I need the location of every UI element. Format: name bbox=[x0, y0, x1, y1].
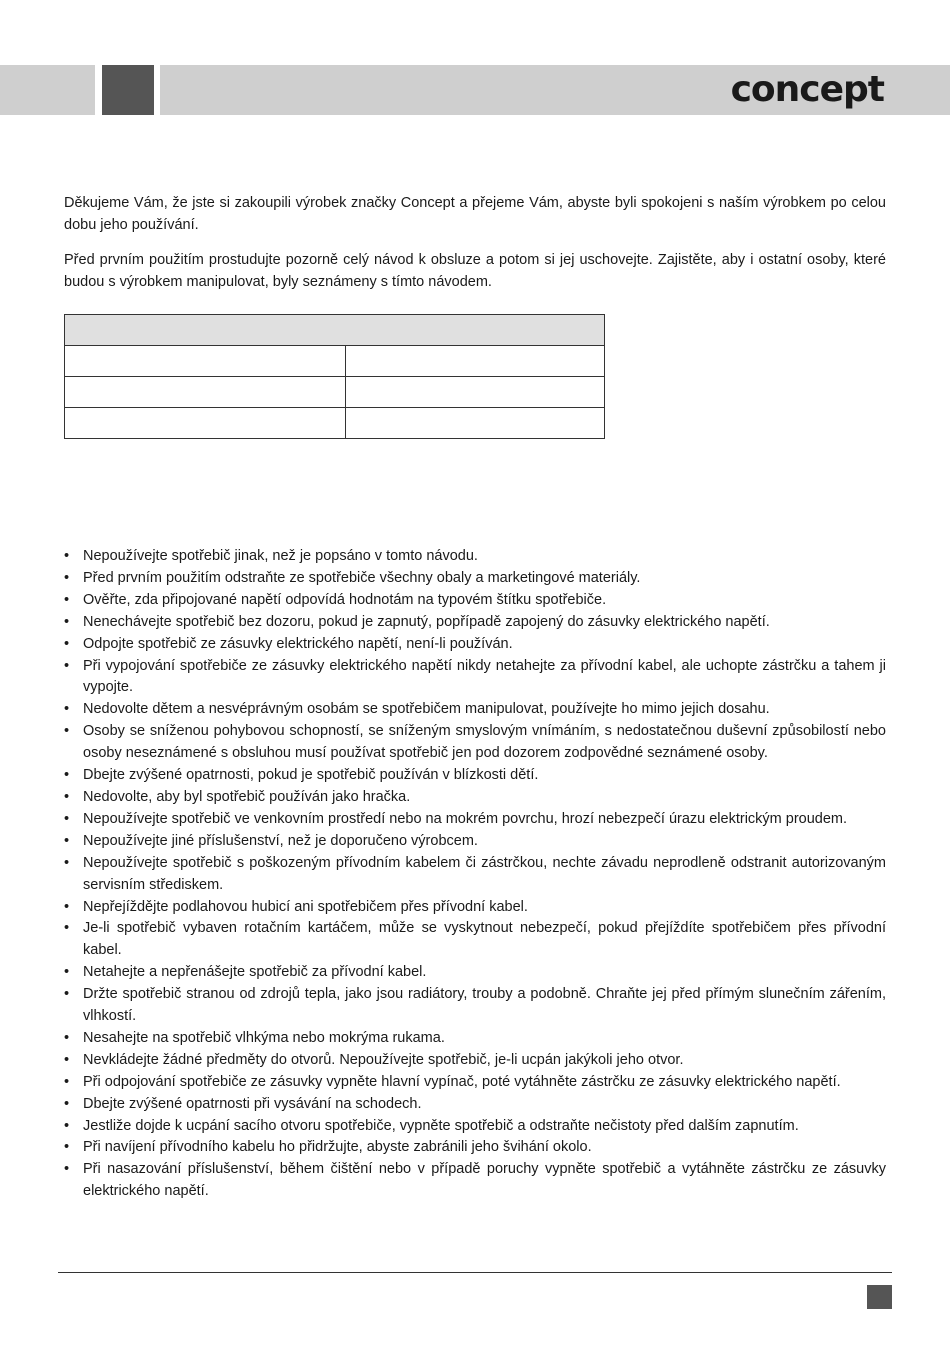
table-header-cell bbox=[65, 315, 605, 346]
list-item: • Ověřte, zda připojované napětí odpovídá hodnotám na typovém štítku spotřebiče. bbox=[64, 590, 886, 612]
list-item: • Před prvním použitím odstraňte ze spotřebiče všechny obaly a marketingové materiály. bbox=[64, 568, 886, 590]
list-item: • Dbejte zvýšené opatrnosti při vysávání na schodech. bbox=[64, 1094, 886, 1116]
product-info-table bbox=[64, 314, 605, 439]
table-cell bbox=[346, 408, 605, 439]
list-item: • Odpojte spotřebič ze zásuvky elektrického napětí, není-li používán. bbox=[64, 634, 886, 656]
table-cell bbox=[346, 377, 605, 408]
safety-instructions-list bbox=[64, 546, 886, 1203]
list-item: • Nevkládejte žádné předměty do otvorů. Nepoužívejte spotřebič, je-li ucpán jakýkoli jeho otvor. bbox=[64, 1050, 886, 1072]
list-item: • Při navíjení přívodního kabelu ho přidržujte, abyste zabránili jeho švihání okolo. bbox=[64, 1137, 886, 1159]
list-item: • Nepoužívejte spotřebič s poškozeným přívodním kabelem či zástrčkou, nechte závadu neprodleně odstranit autorizovaným servisním střediskem. bbox=[64, 853, 886, 897]
table-cell bbox=[65, 408, 346, 439]
table-cell bbox=[65, 346, 346, 377]
concept-logo: concept bbox=[730, 69, 884, 110]
table-cell bbox=[346, 346, 605, 377]
list-item: • Nedovolte dětem a nesvéprávným osobám se spotřebičem manipulovat, používejte ho mimo jejich dosahu. bbox=[64, 699, 886, 721]
header-divider bbox=[95, 65, 102, 115]
table-cell bbox=[65, 377, 346, 408]
intro-paragraph: Před prvním použitím prostudujte pozorně celý návod k obsluze a potom si jej uschovejte. Zajistěte, aby i ostatní osoby, které budou s výrobkem manipulovat, byly seznámeny s tímto návodem. bbox=[64, 252, 886, 290]
list-item: • Nepoužívejte spotřebič ve venkovním prostředí nebo na mokrém povrchu, hrozí nebezpečí úrazu elektrickým proudem. bbox=[64, 809, 886, 831]
list-item: • Nedovolte, aby byl spotřebič používán jako hračka. bbox=[64, 787, 886, 809]
list-item: • Při nasazování příslušenství, během čištění nebo v případě poruchy vypněte spotřebič a vytáhněte zástrčku ze zásuvky elektrického napětí. bbox=[64, 1159, 886, 1203]
list-item: • Dbejte zvýšené opatrnosti, pokud je spotřebič používán v blízkosti dětí. bbox=[64, 765, 886, 787]
header-marker-square bbox=[102, 65, 154, 115]
table-row bbox=[65, 408, 605, 439]
table-row bbox=[65, 377, 605, 408]
list-item: • Držte spotřebič stranou od zdrojů tepla, jako jsou radiátory, trouby a podobně. Chraňte jej před přímým slunečním zářením, vlhkostí. bbox=[64, 984, 886, 1028]
intro-paragraph: Děkujeme Vám, že jste si zakoupili výrobek značky Concept a přejeme Vám, abyste byli spokojeni s naším výrobkem po celou dobu jeho používání. bbox=[64, 195, 886, 233]
table-header-row bbox=[65, 315, 605, 346]
list-item: • Nesahejte na spotřebič vlhkýma nebo mokrýma rukama. bbox=[64, 1028, 886, 1050]
header-divider bbox=[154, 65, 160, 115]
list-item: • Osoby se sníženou pohybovou schopností, se sníženým smyslovým vnímáním, s nedostatečnou duševní způsobilostí nebo osoby neseznámené s obsluhou musí používat spotřebič jen pod dozorem zodpovědné seznámené osoby. bbox=[64, 721, 886, 765]
list-item: • Netahejte a nepřenášejte spotřebič za přívodní kabel. bbox=[64, 962, 886, 984]
list-item: • Je-li spotřebič vybaven rotačním kartáčem, může se vyskytnout nebezpečí, pokud přejíždíte spotřebičem přes přívodní kabel. bbox=[64, 918, 886, 962]
footer-divider bbox=[58, 1272, 892, 1273]
list-item: • Při vypojování spotřebiče ze zásuvky elektrického napětí nikdy netahejte za přívodní kabel, ale uchopte zástrčku a tahem ji vypojte. bbox=[64, 656, 886, 700]
list-item: • Nepoužívejte spotřebič jinak, než je popsáno v tomto návodu. bbox=[64, 546, 886, 568]
table-row bbox=[65, 346, 605, 377]
list-item: • Jestliže dojde k ucpání sacího otvoru spotřebiče, vypněte spotřebič a odstraňte nečistoty před dalším zapnutím. bbox=[64, 1116, 886, 1138]
list-item: • Nepoužívejte jiné příslušenství, než je doporučeno výrobcem. bbox=[64, 831, 886, 853]
list-item: • Nepřejíždějte podlahovou hubicí ani spotřebičem přes přívodní kabel. bbox=[64, 897, 886, 919]
list-item: • Při odpojování spotřebiče ze zásuvky vypněte hlavní vypínač, poté vytáhněte zástrčku ze zásuvky elektrického napětí. bbox=[64, 1072, 886, 1094]
footer-marker-square bbox=[867, 1285, 892, 1309]
list-item: • Nenechávejte spotřebič bez dozoru, pokud je zapnutý, popřípadě zapojený do zásuvky elektrického napětí. bbox=[64, 612, 886, 634]
